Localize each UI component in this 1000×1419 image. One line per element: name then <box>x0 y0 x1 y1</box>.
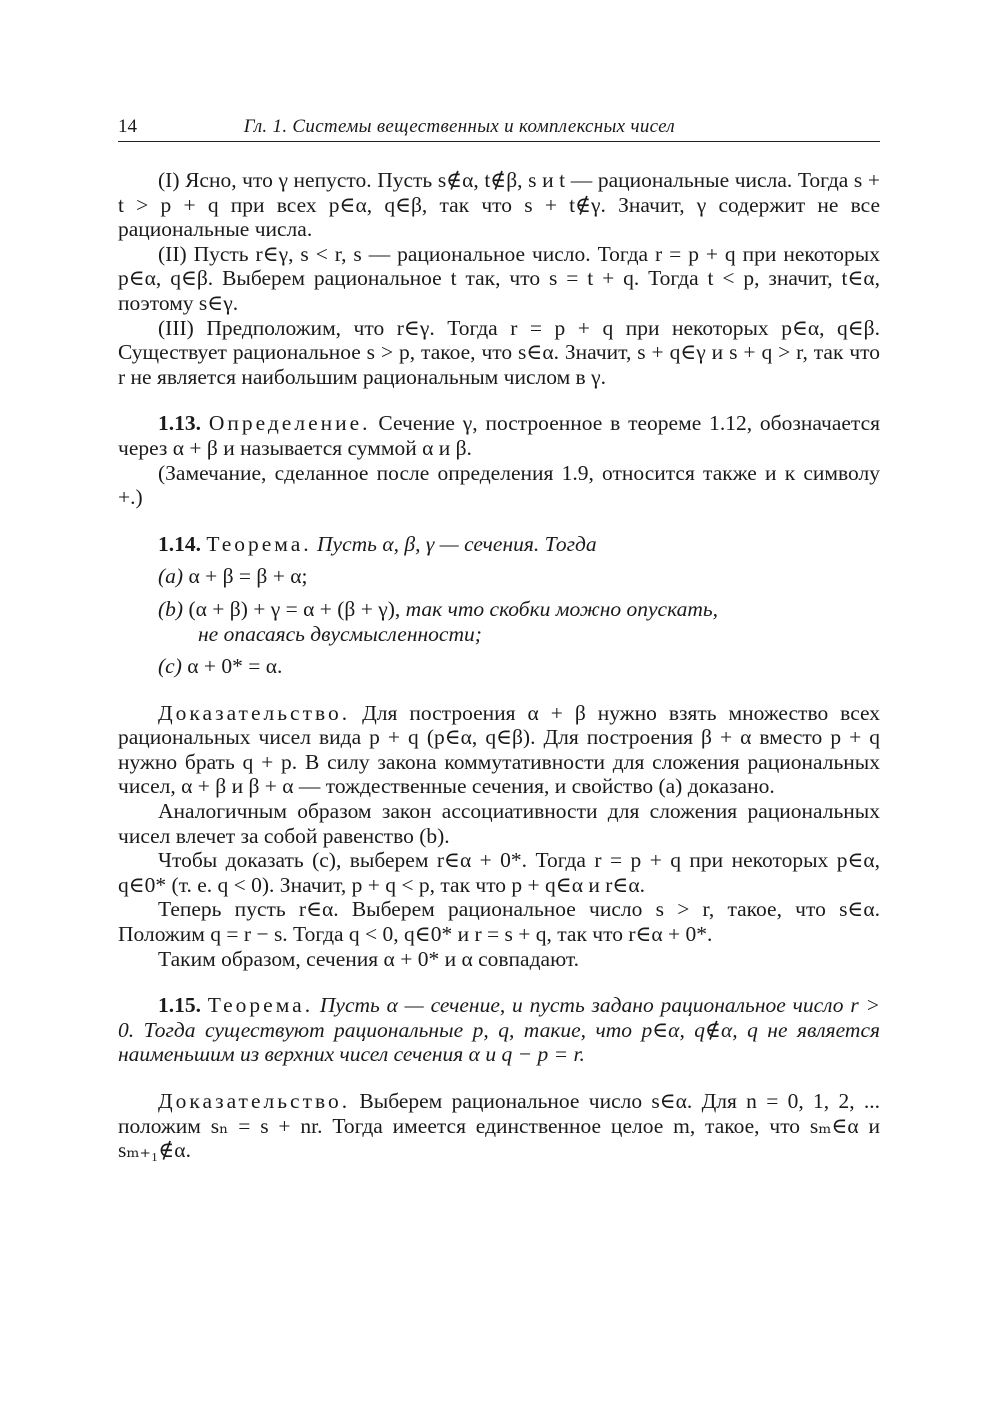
item-formula: α + 0* = α. <box>187 654 283 679</box>
item-marker: (a) <box>158 564 184 589</box>
proof-label: Доказательство. <box>158 1089 351 1113</box>
paragraph-part-1: (I) Ясно, что γ непусто. Пусть s∉α, t∉β, s и t — рациональные числа. Тогда s + t > p + q при всех p∈α, q∈β, так что s + t∉γ. Значит, γ содержит не все рациональные числа. <box>118 168 880 242</box>
page-body <box>118 168 880 1163</box>
theorem-number: 1.14. <box>158 531 201 556</box>
theorem-number: 1.15. <box>158 993 201 1018</box>
theorem-statement: Пусть α, β, γ — сечения. Тогда <box>317 531 597 556</box>
page-number: 14 <box>118 116 137 137</box>
theorem-item-c <box>158 654 880 679</box>
item-tail-2: не опасаясь двусмысленности; <box>198 621 482 646</box>
theorem-1-14 <box>118 532 880 557</box>
paragraph-part-2: (II) Пусть r∈γ, s < r, s — рациональное число. Тогда r = p + q при некоторых p∈α, q∈β. Выберем рациональное t так, что s = t + q. Тогда t < p, значит, t∈α, поэтому s∈γ. <box>118 241 880 315</box>
paragraph-part-3: (III) Предположим, что r∈γ. Тогда r = p + q при некоторых p∈α, q∈β. Существует рациональное s > p, такое, что s∈α. Значит, s + q∈γ и s + q > r, так что r не является наибольшим рациональным числом в γ. <box>118 315 880 389</box>
proof-paragraph-5: Таким образом, сечения α + 0* и α совпадают. <box>158 946 580 971</box>
theorem-item-a <box>158 564 880 589</box>
definition-text: Сечение γ, построенное в теореме 1.12, обозначается через α + β и называется суммой α и β. <box>118 411 880 460</box>
proof-paragraph-3: Чтобы доказать (c), выберем r∈α + 0*. Тогда r = p + q при некоторых p∈α, q∈0* (т. е. q < 0). Значит, p + q < p, так что p + q∈α и r∈α. <box>118 848 880 897</box>
item-formula: (α + β) + γ = α + (β + γ), <box>188 596 401 621</box>
proof-paragraph-4: Теперь пусть r∈α. Выберем рациональное число s > r, такое, что s∈α. Положим q = r − s. Тогда q < 0, q∈0* и r = s + q, так что r∈α + 0*. <box>118 897 880 947</box>
theorem-item-b-continued <box>198 622 880 647</box>
definition-1-13 <box>118 411 880 460</box>
proof-paragraph-2: Аналогичным образом закон ассоциативности для сложения рациональных чисел влечет за собой равенство (b). <box>118 799 880 848</box>
item-tail: так что скобки можно опускать, <box>405 596 719 621</box>
proof-text: Для построения α + β нужно взять множество всех рациональных чисел вида p + q (p∈α, q∈β). Для построения β + α вместо p + q нужно брать q + p. В силу закона коммутативности для сложения рациональных чисел, α + β и β + α — тождественные сечения, и свойство (a) доказано. <box>118 700 881 799</box>
definition-label: Определение. <box>208 411 371 436</box>
proof-1-15 <box>118 1089 880 1163</box>
theorem-statement: Пусть α — сечение, и пусть задано рациональное число r > 0. Тогда существуют рациональные p, q, такие, что p∈α, q∉α, q не является наименьшим из верхних чисел сечения α и q − p = r. <box>118 993 880 1067</box>
definition-number: 1.13. <box>158 411 201 436</box>
item-formula: α + β = β + α; <box>188 564 308 589</box>
definition-remark: (Замечание, сделанное после определения 1.9, относится также и к символу +.) <box>118 460 880 510</box>
proof-label: Доказательство. <box>158 700 351 725</box>
theorem-label: Теорема. <box>206 531 312 556</box>
running-header <box>118 116 880 142</box>
theorem-label: Теорема. <box>207 993 314 1018</box>
proof-1-14 <box>118 701 880 799</box>
theorem-item-b <box>158 597 880 622</box>
proof-text: Выберем рациональное число s∈α. Для n = 0, 1, 2, ... положим sₙ = s + nr. Тогда имеется единственное целое m, такое, что sₘ∈α и sₘ₊₁∉α. <box>118 1089 880 1163</box>
running-title: Гл. 1. Системы вещественных и комплексных чисел <box>243 116 675 137</box>
theorem-1-15 <box>118 993 880 1067</box>
item-marker: (c) <box>158 654 182 679</box>
item-marker: (b) <box>158 596 184 621</box>
